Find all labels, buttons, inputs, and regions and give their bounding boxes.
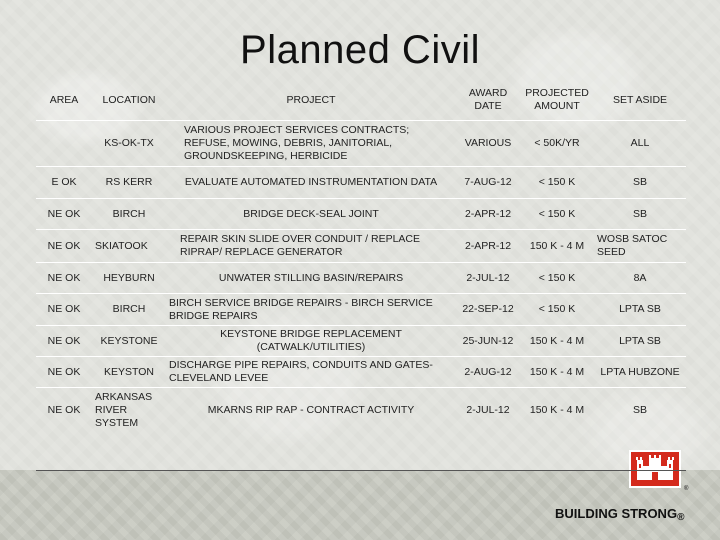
- cell-area: NE OK: [36, 263, 92, 294]
- cell-area: NE OK: [36, 326, 92, 357]
- cell-location: HEYBURN: [92, 263, 166, 294]
- cell-amount: < 150 K: [520, 263, 594, 294]
- cell-award-date: 22-SEP-12: [456, 294, 520, 326]
- cell-set-aside: LPTA SB: [594, 326, 686, 357]
- header-set-aside: SET ASIDE: [612, 93, 668, 106]
- cell-award-date: 25-JUN-12: [456, 326, 520, 357]
- cell-location: KEYSTONE: [92, 326, 166, 357]
- cell-area: NE OK: [36, 388, 92, 434]
- building-strong-tagline: [555, 506, 684, 523]
- cell-award-date: VARIOUS: [456, 121, 520, 167]
- header-award-date: AWARD DATE: [468, 87, 508, 112]
- table-row: [36, 167, 686, 199]
- cell-project: BIRCH SERVICE BRIDGE REPAIRS - BIRCH SERVICE BRIDGE REPAIRS: [166, 294, 456, 326]
- cell-set-aside: WOSB SATOC SEED: [594, 230, 686, 263]
- table-row: [36, 263, 686, 294]
- cell-project: BRIDGE DECK-SEAL JOINT: [166, 199, 456, 230]
- cell-project: REPAIR SKIN SLIDE OVER CONDUIT / REPLACE RIPRAP/ REPLACE GENERATOR: [166, 230, 456, 263]
- table-row: [36, 121, 686, 167]
- header-area: AREA: [49, 93, 79, 106]
- header-projected-amount: PROJECTED AMOUNT: [525, 87, 589, 112]
- cell-amount: 150 K - 4 M: [520, 388, 594, 434]
- footer-divider: [36, 470, 686, 471]
- cell-project: VARIOUS PROJECT SERVICES CONTRACTS; REFUSE, MOWING, DEBRIS, JANITORIAL, GROUNDSKEEPING, HERBICIDE: [166, 121, 456, 167]
- cell-location: BIRCH: [92, 294, 166, 326]
- header-location: LOCATION: [102, 93, 156, 106]
- cell-area: NE OK: [36, 294, 92, 326]
- cell-amount: 150 K - 4 M: [520, 357, 594, 388]
- table-row: [36, 199, 686, 230]
- castle-logo-icon: [629, 450, 681, 488]
- cell-award-date: 2-APR-12: [456, 199, 520, 230]
- cell-project: MKARNS RIP RAP - CONTRACT ACTIVITY: [166, 388, 456, 434]
- cell-location: KS-OK-TX: [92, 121, 166, 167]
- cell-set-aside: 8A: [594, 263, 686, 294]
- cell-area: NE OK: [36, 357, 92, 388]
- cell-set-aside: ALL: [594, 121, 686, 167]
- cell-location: BIRCH: [92, 199, 166, 230]
- cell-award-date: 2-JUL-12: [456, 388, 520, 434]
- cell-award-date: 2-APR-12: [456, 230, 520, 263]
- cell-amount: 150 K - 4 M: [520, 326, 594, 357]
- cell-award-date: 2-AUG-12: [456, 357, 520, 388]
- table-row: [36, 230, 686, 263]
- cell-area: NE OK: [36, 230, 92, 263]
- cell-set-aside: LPTA HUBZONE: [594, 357, 686, 388]
- cell-set-aside: SB: [594, 388, 686, 434]
- cell-amount: < 150 K: [520, 199, 594, 230]
- logo-registered-mark: ®: [684, 486, 689, 492]
- contracts-table: [36, 80, 686, 434]
- cell-set-aside: SB: [594, 199, 686, 230]
- cell-project: UNWATER STILLING BASIN/REPAIRS: [166, 263, 456, 294]
- cell-location: RS KERR: [92, 167, 166, 199]
- cell-location: KEYSTON: [92, 357, 166, 388]
- cell-amount: 150 K - 4 M: [520, 230, 594, 263]
- cell-set-aside: SB: [594, 167, 686, 199]
- cell-area: [36, 121, 92, 167]
- table-row: [36, 388, 686, 434]
- cell-project: EVALUATE AUTOMATED INSTRUMENTATION DATA: [166, 167, 456, 199]
- cell-award-date: 2-JUL-12: [456, 263, 520, 294]
- table-header-row: [36, 80, 686, 121]
- tagline-text: BUILDING STRONG: [555, 506, 678, 521]
- cell-award-date: 7-AUG-12: [456, 167, 520, 199]
- cell-project: KEYSTONE BRIDGE REPLACEMENT (CATWALK/UTILITIES): [166, 326, 456, 357]
- table-row: [36, 357, 686, 388]
- cell-set-aside: LPTA SB: [594, 294, 686, 326]
- header-project: PROJECT: [286, 93, 336, 106]
- tagline-registered-mark: ®: [677, 512, 685, 523]
- table-row: [36, 294, 686, 326]
- cell-location: SKIATOOK: [92, 230, 166, 263]
- cell-location: ARKANSAS RIVER SYSTEM: [92, 388, 166, 434]
- table-row: [36, 326, 686, 357]
- cell-amount: < 150 K: [520, 167, 594, 199]
- page-title: Planned Civil: [240, 28, 480, 72]
- cell-project: DISCHARGE PIPE REPAIRS, CONDUITS AND GATES- CLEVELAND LEVEE: [166, 357, 456, 388]
- cell-amount: < 50K/YR: [520, 121, 594, 167]
- cell-area: E OK: [36, 167, 92, 199]
- castle-logo-graphic: [631, 452, 679, 486]
- cell-area: NE OK: [36, 199, 92, 230]
- cell-amount: < 150 K: [520, 294, 594, 326]
